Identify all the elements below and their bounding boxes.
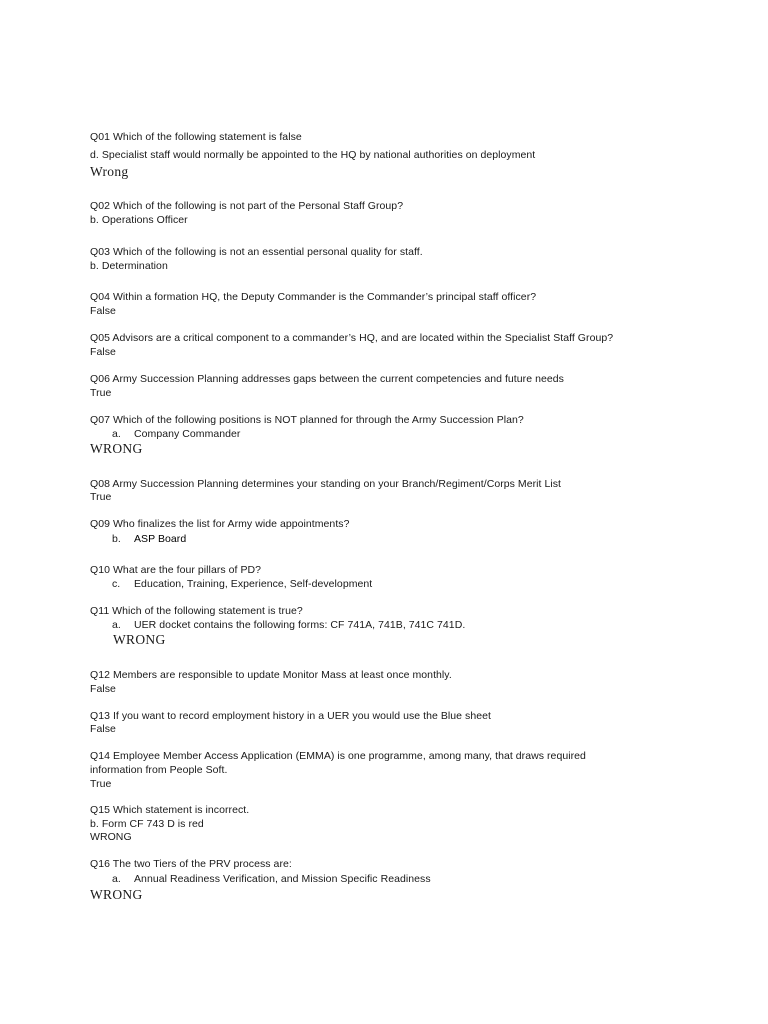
question-q09: Q09 Who finalizes the list for Army wide appointments?	[90, 518, 350, 530]
answer-q11	[112, 619, 465, 632]
question-q14-line1: Q14 Employee Member Access Application (EMMA) is one programme, among many, that draws required	[90, 750, 586, 762]
list-marker: c.	[112, 578, 121, 590]
answer-q06: True	[90, 387, 112, 399]
answer-q15: b. Form CF 743 D is red	[90, 818, 204, 830]
list-marker: a.	[112, 873, 121, 885]
result-q15: WRONG	[90, 831, 132, 843]
list-marker: a.	[112, 619, 121, 631]
answer-q16	[112, 873, 431, 886]
answer-q01: d. Specialist staff would normally be appointed to the HQ by national authorities on deployment	[90, 149, 536, 161]
answer-text: Company Commander	[134, 428, 241, 440]
answer-q14: True	[90, 778, 112, 790]
answer-q03: b. Determination	[90, 260, 168, 272]
answer-q09	[112, 533, 186, 546]
answer-text: Annual Readiness Verification, and Mission Specific Readiness	[134, 873, 431, 885]
question-q12: Q12 Members are responsible to update Monitor Mass at least once monthly.	[90, 669, 452, 681]
question-q11: Q11 Which of the following statement is true?	[90, 605, 303, 617]
question-q14-line2: information from People Soft.	[90, 764, 228, 776]
result-q16: WRONG	[90, 887, 143, 902]
question-q04: Q04 Within a formation HQ, the Deputy Commander is the Commander’s principal staff officer?	[90, 291, 537, 303]
question-q06: Q06 Army Succession Planning addresses gaps between the current competencies and future needs	[90, 373, 564, 385]
question-q15: Q15 Which statement is incorrect.	[90, 804, 250, 816]
result-q07: WRONG	[90, 441, 143, 456]
question-q08: Q08 Army Succession Planning determines your standing on your Branch/Regiment/Corps Merit List	[90, 478, 562, 490]
answer-q10	[112, 578, 372, 591]
question-q01: Q01 Which of the following statement is false	[90, 131, 302, 143]
answer-text: UER docket contains the following forms: CF 741A, 741B, 741C 741D.	[134, 619, 466, 631]
answer-q04: False	[90, 305, 116, 317]
answer-q07	[112, 428, 240, 441]
list-marker: a.	[112, 428, 121, 440]
question-q13: Q13 If you want to record employment history in a UER you would use the Blue sheet	[90, 710, 491, 722]
question-q10: Q10 What are the four pillars of PD?	[90, 564, 262, 576]
answer-q13: False	[90, 723, 116, 735]
question-q03: Q03 Which of the following is not an essential personal quality for staff.	[90, 246, 423, 258]
result-q01: Wrong	[90, 164, 129, 179]
answer-q05: False	[90, 346, 116, 358]
list-marker: b.	[112, 533, 121, 545]
question-q16: Q16 The two Tiers of the PRV process are:	[90, 858, 292, 870]
answer-q08: True	[90, 491, 112, 503]
answer-q12: False	[90, 683, 116, 695]
question-q02: Q02 Which of the following is not part of the Personal Staff Group?	[90, 200, 404, 212]
answer-q02: b. Operations Officer	[90, 214, 188, 226]
answer-text: ASP Board	[134, 533, 187, 545]
question-q07: Q07 Which of the following positions is NOT planned for through the Army Succession Plan?	[90, 414, 524, 426]
question-q05: Q05 Advisors are a critical component to a commander’s HQ, and are located within the Specialist Staff Group?	[90, 332, 614, 344]
result-q11: WRONG	[113, 632, 166, 647]
answer-text: Education, Training, Experience, Self-development	[134, 578, 373, 590]
